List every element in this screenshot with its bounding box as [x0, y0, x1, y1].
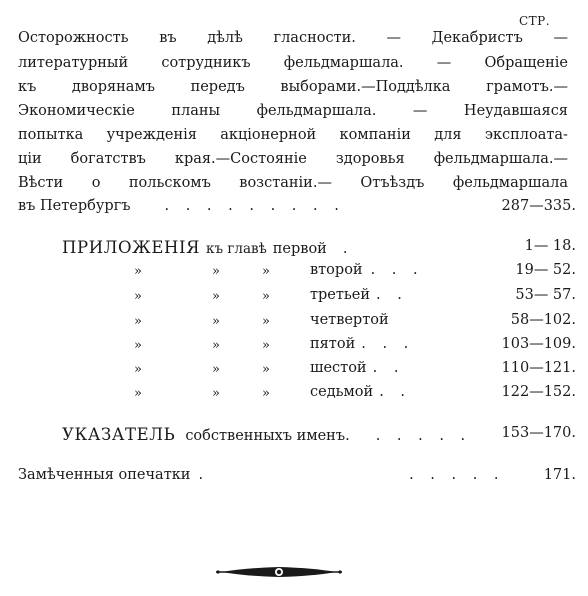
ditto-mark: » — [262, 386, 270, 401]
errata-row: Замѣченныя опечатки . . . . . . — [18, 467, 505, 483]
summary-line: Вѣсти о польскомъ возстаніи.— Отъѣздъ фельдмаршала — [18, 175, 568, 191]
ditto-mark: » — [134, 264, 142, 279]
appendix-chapter: второй — [310, 262, 363, 278]
ditto-mark: » — [262, 362, 270, 377]
appendix-pages: 1— 18. — [524, 238, 576, 254]
ditto-mark: » — [134, 362, 142, 377]
summary-line: Экономическіе планы фельдмаршала. — Неудавшаяся — [18, 103, 568, 119]
section-summary — [18, 0, 568, 215]
ditto-mark: » — [212, 264, 220, 279]
ditto-mark: » — [212, 314, 220, 329]
section-pages: 287—335. — [501, 198, 576, 214]
appendix-pages: 58—102. — [510, 312, 576, 328]
summary-line: попытка учрежденія акціонерной компаніи для эксплоата- — [18, 127, 568, 143]
ditto-mark: » — [134, 314, 142, 329]
appendix-chapter: пятой — [310, 336, 356, 352]
errata-label: Замѣченныя опечатки — [18, 467, 191, 483]
appendix-label: ПРИЛОЖЕНІЯ — [62, 238, 200, 257]
appendix-row: третьей . . — [310, 287, 408, 303]
index-row: УКАЗАТЕЛЬ собственныхъ именъ . . . . . . — [62, 425, 472, 444]
index-rest: собственныхъ именъ — [185, 428, 346, 444]
index-pages: 153—170. — [501, 425, 576, 441]
appendix-pages: 19— 52. — [515, 262, 576, 278]
appendix-chapter: первой — [272, 241, 327, 257]
page-column-label: СТР. — [519, 14, 551, 28]
appendix-row: ПРИЛОЖЕНІЯ къ главѣ первой . — [62, 238, 354, 257]
ditto-mark: » — [212, 362, 220, 377]
summary-last-line: въ Петербургъ . . . . . . . . . — [18, 198, 345, 214]
summary-line: ціи богатствъ края.—Состояніе здоровья фельдмаршала.— — [18, 151, 568, 167]
appendix-to-chapter: къ главѣ — [206, 241, 267, 257]
ditto-mark: » — [134, 338, 142, 353]
ditto-mark: » — [212, 386, 220, 401]
ornament-divider — [214, 565, 344, 579]
ditto-mark: » — [262, 314, 270, 329]
errata-pages: 171. — [543, 467, 576, 483]
appendix-pages: 122—152. — [501, 384, 576, 400]
appendix-pages: 110—121. — [501, 360, 576, 376]
appendix-pages: 53— 57. — [515, 287, 576, 303]
ditto-mark: » — [212, 338, 220, 353]
ditto-mark: » — [134, 289, 142, 304]
appendix-chapter: седьмой — [310, 384, 374, 400]
ditto-mark: » — [262, 289, 270, 304]
appendix-chapter: шестой — [310, 360, 367, 376]
summary-line: Осторожность въ дѣлѣ гласности. — Декабристъ — — [18, 30, 568, 46]
appendix-pages: 103—109. — [501, 336, 576, 352]
ditto-mark: » — [134, 386, 142, 401]
appendix-row: седьмой . . — [310, 384, 412, 400]
appendix-row: второй . . . — [310, 262, 424, 278]
ditto-mark: » — [212, 289, 220, 304]
appendix-chapter: четвертой — [310, 312, 389, 328]
ditto-mark: » — [262, 338, 270, 353]
appendix-chapter: третьей — [310, 287, 371, 303]
summary-line: литературный сотрудникъ фельдмаршала. — Обращеніе — [18, 55, 568, 71]
appendix-row — [310, 312, 389, 328]
summary-line: къ дворянамъ передъ выборами.—Поддѣлка грамотъ.— — [18, 79, 568, 95]
ditto-mark: » — [262, 264, 270, 279]
appendix-row: пятой . . . — [310, 336, 415, 352]
appendix-row: шестой . . — [310, 360, 405, 376]
index-label: УКАЗАТЕЛЬ — [62, 425, 176, 444]
